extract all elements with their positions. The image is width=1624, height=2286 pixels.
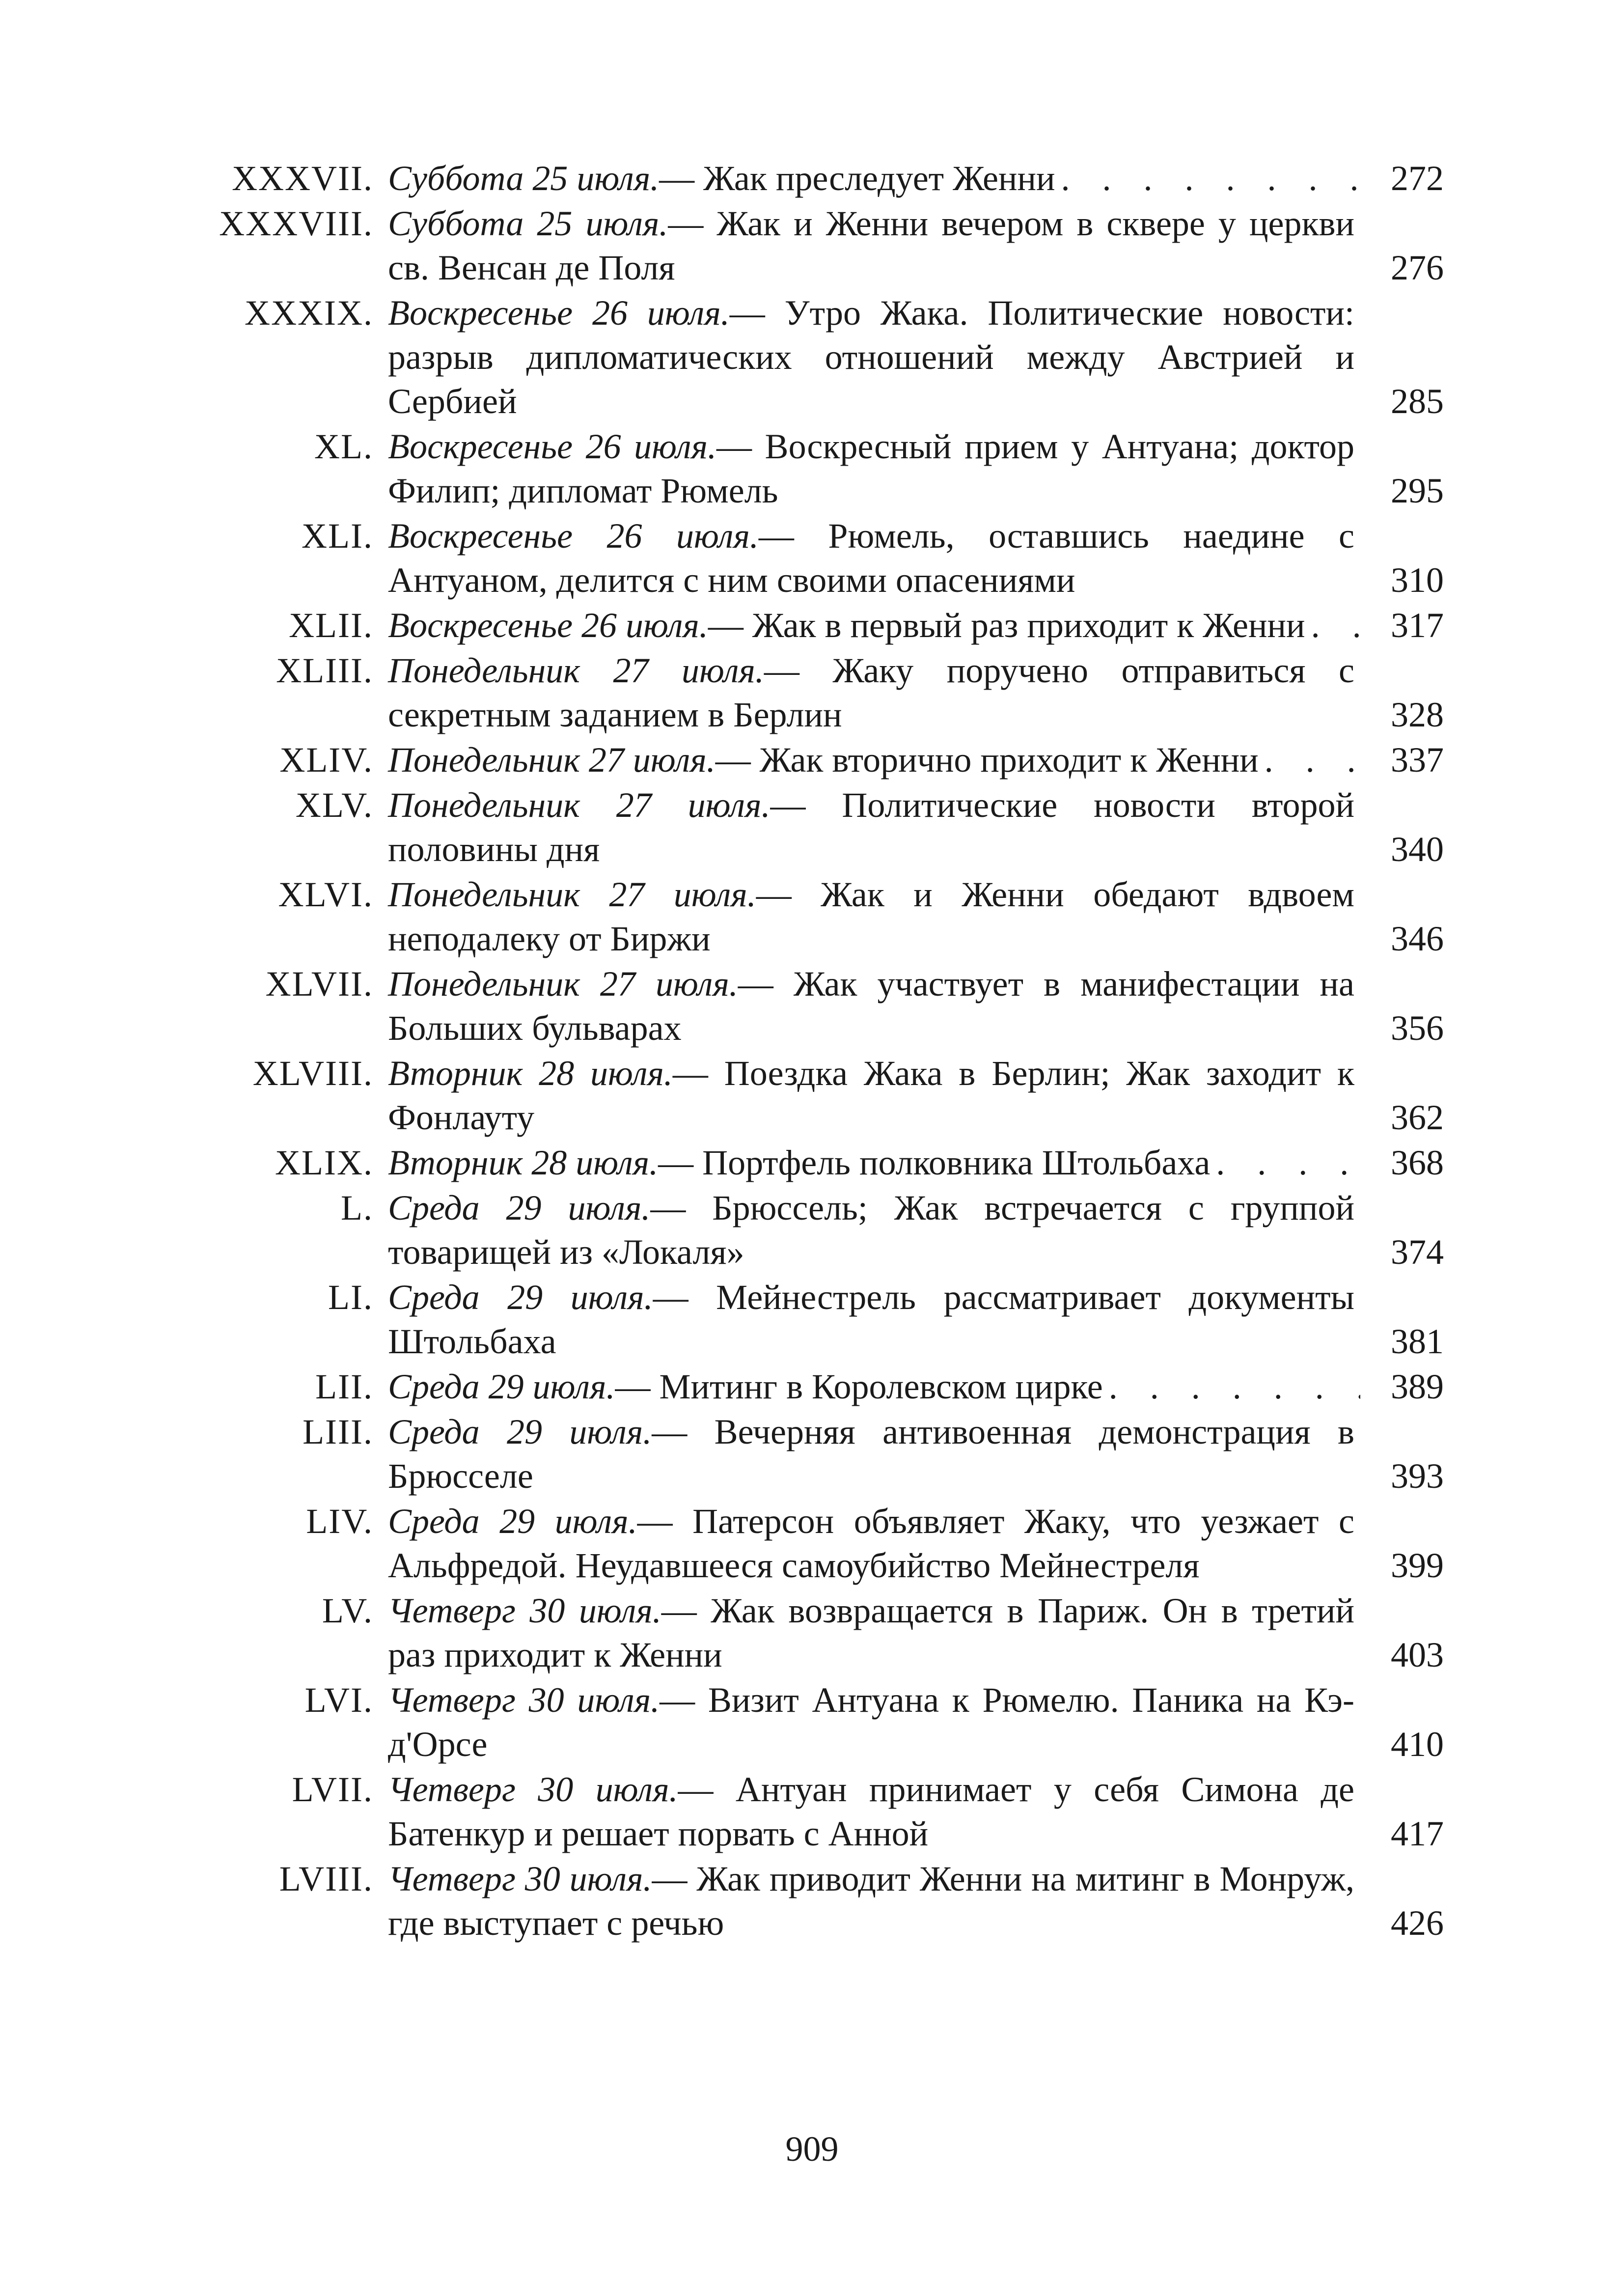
toc-entry [206,201,1444,290]
chapter-title [388,1275,1360,1364]
toc-entry [206,1365,1444,1409]
chapter-number: LVI. [304,1680,373,1720]
chapter-number: LI. [328,1278,373,1317]
chapter-number: XLII. [289,606,373,645]
chapter-date: Понедельник 27 июля. [388,785,771,825]
chapter-description: — Вечерняя антивоенная демонстрация в Брюсселе [388,1412,1354,1496]
toc-entry [206,738,1444,782]
toc-entry [206,514,1444,602]
chapter-title [388,872,1360,961]
dot-leader [1311,603,1360,647]
chapter-number: XXXIX. [245,293,373,333]
chapter-number: XLIII. [276,651,373,690]
chapter-title [388,783,1360,871]
chapter-description: — Портфель полковника Штольбаха [658,1143,1211,1182]
chapter-description: — Жак в первый раз приходит к Женни [708,606,1305,645]
chapter-description: — Жак и Женни обедают вдвоем неподалеку от Биржи [388,875,1354,958]
chapter-date: Суббота 25 июля. [388,204,668,243]
toc-entry [206,962,1444,1050]
chapter-description: — Мейнестрель рассматривает документы Штольбаха [388,1278,1354,1361]
chapter-date: Четверг 30 июля. [388,1770,678,1809]
page-reference: 285 [1391,382,1444,421]
chapter-number: LIV. [306,1502,373,1541]
chapter-number: XXXVIII. [219,204,373,243]
toc-entry [206,424,1444,513]
chapter-date: Среда 29 июля. [388,1367,615,1406]
toc-entry [206,156,1444,200]
chapter-number: XLVII. [265,964,373,1004]
chapter-title [388,514,1360,602]
page-reference: 362 [1391,1098,1444,1137]
chapter-number: XLV. [295,785,373,825]
page-reference: 276 [1391,248,1444,287]
page-reference: 337 [1391,740,1444,780]
chapter-title [388,1186,1360,1274]
chapter-number: XLIV. [279,740,373,780]
toc-entry [206,1410,1444,1498]
chapter-description: — Брюссель; Жак встречается с группой товарищей из «Локаля» [388,1188,1354,1272]
chapter-number: LII. [315,1367,373,1406]
page-reference: 368 [1391,1143,1444,1182]
page-reference: 399 [1391,1546,1444,1585]
chapter-description: — Жаку поручено отправиться с секретным заданием в Берлин [388,651,1354,734]
chapter-date: Среда 29 июля. [388,1278,653,1317]
page-reference: 317 [1391,606,1444,645]
page-reference: 356 [1391,1008,1444,1048]
page-reference: 272 [1391,159,1444,198]
toc-entry [206,1589,1444,1677]
chapter-number: XLI. [302,516,373,556]
chapter-date: Воскресенье 26 июля. [388,427,716,466]
chapter-date: Воскресенье 26 июля. [388,516,759,556]
chapter-title [388,962,1360,1050]
chapter-number: XXXVII. [232,159,373,198]
chapter-date: Четверг 30 июля. [388,1591,661,1630]
chapter-title [388,201,1360,290]
chapter-date: Вторник 28 июля. [388,1054,673,1093]
chapter-date: Среда 29 июля. [388,1412,652,1451]
chapter-description: — Антуан принимает у себя Симона де Батенкур и решает порвать с Анной [388,1770,1354,1853]
dot-leader [1109,1365,1360,1409]
chapter-number: LVIII. [279,1859,373,1898]
chapter-description: — Жак вторично приходит к Женни [715,740,1259,780]
chapter-title [388,738,1360,782]
chapter-number: LIII. [303,1412,373,1451]
chapter-description: — Рюмель, оставшись наедине с Антуаном, делится с ним своими опасениями [388,516,1354,600]
page-reference: 295 [1391,471,1444,510]
page-reference: 393 [1391,1456,1444,1496]
dot-leader [1216,1141,1360,1185]
toc-entry [206,1141,1444,1185]
chapter-number: XLVIII. [252,1054,373,1093]
chapter-title [388,1678,1360,1766]
chapter-title [388,603,1360,647]
chapter-number: XLVI. [278,875,373,914]
page-reference: 410 [1391,1725,1444,1764]
toc-entry [206,1857,1444,1945]
chapter-description: — Визит Антуана к Рюмелю. Паника на Кэ-д'Орсе [388,1680,1355,1764]
toc-entry [206,291,1444,423]
chapter-description: — Митинг в Королевском цирке [615,1367,1103,1406]
chapter-title [388,156,1360,200]
chapter-date: Четверг 30 июля. [388,1859,652,1898]
chapter-description: — Утро Жака. Политические новости: разрыв дипломатических отношений между Австрией и Сербией [388,293,1354,421]
toc-entry [206,1275,1444,1364]
chapter-number: LVII. [292,1770,373,1809]
page-reference: 346 [1391,919,1444,958]
toc-entry [206,1767,1444,1856]
page-reference: 328 [1391,695,1444,734]
page-reference: 310 [1391,560,1444,600]
chapter-description: — Жак и Женни вечером в сквере у церкви св. Венсан де Поля [388,204,1354,287]
chapter-description: — Воскресный прием у Антуана; доктор Филип; дипломат Рюмель [388,427,1355,510]
toc-entry [206,1186,1444,1274]
chapter-description: — Поездка Жака в Берлин; Жак заходит к Фонлауту [388,1054,1355,1137]
toc-entry [206,872,1444,961]
chapter-number: LV. [322,1591,373,1630]
chapter-title [388,1141,1360,1185]
dot-leader [1265,738,1360,782]
dot-leader [1061,156,1360,200]
page-reference: 403 [1391,1635,1444,1674]
page-number: 909 [785,2129,839,2169]
chapter-date: Среда 29 июля. [388,1502,637,1541]
chapter-description: — Жак приводит Женни на митинг в Монруж, где выступает с речью [388,1859,1354,1943]
chapter-description: — Политические новости второй половины дня [388,785,1355,869]
chapter-date: Вторник 28 июля. [388,1143,659,1182]
chapter-date: Понедельник 27 июля. [388,740,716,780]
chapter-date: Понедельник 27 июля. [388,964,738,1004]
toc-entry [206,783,1444,871]
chapter-title [388,1051,1360,1140]
chapter-date: Суббота 25 июля. [388,159,660,198]
toc-entry [206,648,1444,737]
page-reference: 426 [1391,1903,1444,1943]
chapter-title [388,648,1360,737]
chapter-title [388,424,1360,513]
chapter-date: Четверг 30 июля. [388,1680,660,1720]
chapter-date: Среда 29 июля. [388,1188,651,1227]
chapter-title [388,1767,1360,1856]
chapter-title [388,1499,1360,1588]
page-reference: 340 [1391,830,1444,869]
chapter-description: — Жак преследует Женни [659,159,1055,198]
chapter-title [388,1410,1360,1498]
chapter-description: — Патерсон объявляет Жаку, что уезжает с Альфредой. Неудавшееся самоубийство Мейнестреля [388,1502,1354,1585]
chapter-number: XL. [314,427,373,466]
toc-entry [206,1678,1444,1766]
chapter-number: XLIX. [275,1143,373,1182]
page-reference: 417 [1391,1814,1444,1853]
page-reference: 389 [1391,1367,1444,1406]
page-reference: 374 [1391,1232,1444,1272]
chapter-date: Воскресенье 26 июля. [388,606,708,645]
chapter-number: L. [341,1188,373,1227]
chapter-date: Понедельник 27 июля. [388,875,756,914]
chapter-title [388,291,1360,423]
chapter-description: — Жак возвращается в Париж. Он в третий раз приходит к Женни [388,1591,1355,1674]
chapter-date: Воскресенье 26 июля. [388,293,730,333]
page-reference: 381 [1391,1322,1444,1361]
chapter-title [388,1857,1360,1945]
toc-entry [206,603,1444,647]
chapter-title [388,1365,1360,1409]
toc-entry [206,1499,1444,1588]
table-of-contents [206,156,1444,1946]
chapter-title [388,1589,1360,1677]
chapter-date: Понедельник 27 июля. [388,651,764,690]
toc-entry [206,1051,1444,1140]
chapter-description: — Жак участвует в манифестации на Больших бульварах [388,964,1354,1048]
